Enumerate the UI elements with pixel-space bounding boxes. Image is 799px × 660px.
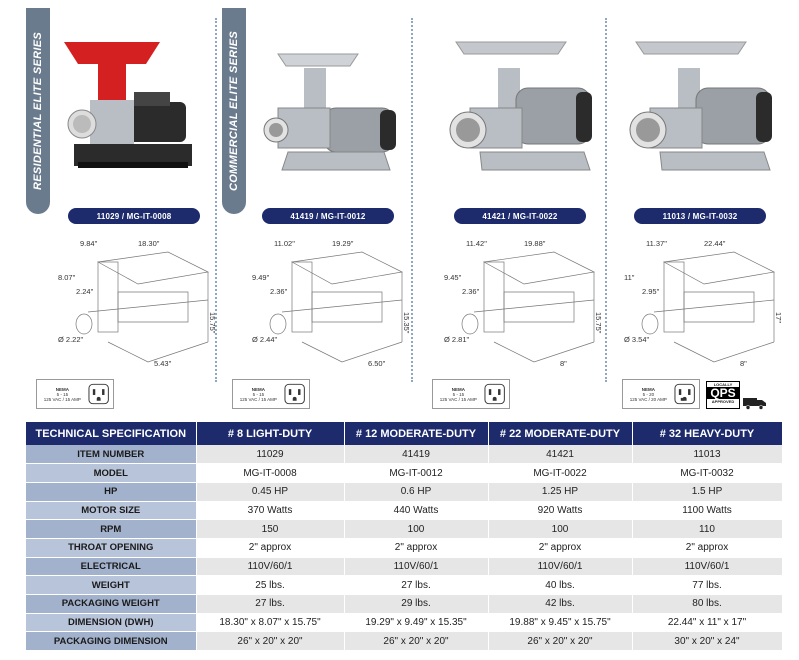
commercial-series-label: COMMERCIAL ELITE SERIES [228,30,240,192]
table-cell: 26" x 20" x 20" [488,632,632,651]
table-cell: 110V/60/1 [196,557,344,576]
column-header: # 22 MODERATE-DUTY [488,422,632,445]
badge-line2: QPS [707,387,739,399]
product-card [440,8,603,388]
product-card [54,8,217,388]
plug-nema: NEMA [251,386,265,392]
plug-nema: NEMA [55,386,69,392]
plug-type: 5 - 15 [452,391,465,397]
table-cell: MG-IT-0008 [196,464,344,483]
plug-rating: 125 VAC / 20 AMP [629,396,667,402]
dim-g: 6.50" [368,359,386,368]
table-cell: 110V/60/1 [344,557,488,576]
plug-type: 5 - 15 [56,391,69,397]
plug-nema: NEMA [641,386,655,392]
dim-c: 8.07" [58,273,76,282]
table-row [26,595,782,614]
table-row [26,482,782,501]
table-cell: 19.88" x 9.45" x 15.75" [488,613,632,632]
model-label: 41421 / MG-IT-0022 [454,208,586,224]
table-cell: 22.44" x 11" x 17" [632,613,782,632]
dim-a: 9.84" [80,239,98,248]
dim-d: 2.95" [642,287,660,296]
plug-rating: 125 VAC / 15 AMP [239,396,277,402]
model-label: 11029 / MG-IT-0008 [68,208,200,224]
table-cell: 40 lbs. [488,576,632,595]
product-photo [620,12,780,202]
table-cell: 41419 [344,445,488,464]
dim-a: 11.42" [466,239,487,248]
dim-e: 17" [774,312,783,324]
outlet-icon [674,383,695,405]
table-row [26,538,782,557]
table-header-row [26,422,782,445]
dim-f: Ø 2.44" [252,335,278,344]
dim-g: 5.43" [154,359,172,368]
table-cell: 1100 Watts [632,501,782,520]
table-cell: 1.25 HP [488,482,632,501]
truck-icon [743,396,767,410]
table-cell: 110V/60/1 [488,557,632,576]
table-row [26,445,782,464]
table-cell: MG-IT-0022 [488,464,632,483]
table-cell: 1.5 HP [632,482,782,501]
row-label: ITEM NUMBER [26,445,196,464]
dim-b: 19.88" [524,239,546,248]
table-cell: 77 lbs. [632,576,782,595]
divider [605,18,607,382]
product-photo [248,12,408,202]
dim-c: 11" [624,273,635,282]
dim-f: Ø 2.81" [444,335,470,344]
table-cell: 110V/60/1 [632,557,782,576]
table-cell: 100 [344,520,488,539]
model-label: 41419 / MG-IT-0012 [262,208,394,224]
dim-d: 2.36" [270,287,288,296]
table-cell: 920 Watts [488,501,632,520]
table-cell: 11029 [196,445,344,464]
badge-line1: LOCALLY [713,382,733,387]
row-label: PACKAGING WEIGHT [26,595,196,614]
plug-type: 5 - 15 [252,391,265,397]
table-cell: 2" approx [196,538,344,557]
table-cell: 0.45 HP [196,482,344,501]
row-label: HP [26,482,196,501]
dim-f: Ø 2.22" [58,335,84,344]
table-row [26,520,782,539]
column-header: # 32 HEAVY-DUTY [632,422,782,445]
row-label: THROAT OPENING [26,538,196,557]
product-card [248,8,411,388]
dim-a: 11.02" [274,239,295,248]
dim-c: 9.49" [252,273,270,282]
product-card [620,8,783,388]
table-row [26,613,782,632]
table-cell: 2" approx [632,538,782,557]
table-cell: 26" x 20" x 20" [196,632,344,651]
dim-f: Ø 3.54" [624,335,650,344]
plug-spec-box [36,379,114,409]
table-cell: 150 [196,520,344,539]
residential-series-label: RESIDENTIAL ELITE SERIES [32,32,44,190]
plug-spec-box [432,379,510,409]
dim-d: 2.36" [462,287,480,296]
table-cell: 370 Watts [196,501,344,520]
qps-approved-badge [706,381,740,409]
table-cell: 27 lbs. [344,576,488,595]
plug-nema: NEMA [451,386,465,392]
row-label: WEIGHT [26,576,196,595]
table-cell: 18.30" x 8.07" x 15.75" [196,613,344,632]
dim-d: 2.24" [76,287,94,296]
column-header: # 12 MODERATE-DUTY [344,422,488,445]
badge-line3: APPROVED [711,399,735,404]
table-row [26,464,782,483]
plug-spec-box [232,379,310,409]
table-cell: 42 lbs. [488,595,632,614]
dimension-diagram [252,232,412,372]
table-cell: 29 lbs. [344,595,488,614]
plug-rating: 125 VAC / 15 AMP [439,396,477,402]
dim-e: 15.75" [594,312,603,334]
model-label: 11013 / MG-IT-0032 [634,208,766,224]
dim-g: 8" [560,359,567,368]
row-label: MOTOR SIZE [26,501,196,520]
outlet-icon [88,383,109,405]
table-cell: 27 lbs. [196,595,344,614]
dim-e: 15.75" [208,312,217,334]
dimension-diagram [58,232,218,372]
table-row [26,557,782,576]
table-cell: 30" x 20" x 24" [632,632,782,651]
table-cell: MG-IT-0012 [344,464,488,483]
table-cell: 26" x 20" x 20" [344,632,488,651]
table-cell: 19.29" x 9.49" x 15.35" [344,613,488,632]
table-cell: 100 [488,520,632,539]
dim-c: 9.45" [444,273,462,282]
table-cell: 11013 [632,445,782,464]
table-cell: 110 [632,520,782,539]
dim-b: 22.44" [704,239,726,248]
outlet-icon [284,383,305,405]
table-row [26,576,782,595]
plug-rating: 125 VAC / 15 AMP [43,396,81,402]
table-cell: 0.6 HP [344,482,488,501]
table-cell: MG-IT-0032 [632,464,782,483]
table-cell: 440 Watts [344,501,488,520]
dimension-diagram [624,232,784,372]
table-cell: 2" approx [344,538,488,557]
dim-b: 18.30" [138,239,160,248]
row-label: ELECTRICAL [26,557,196,576]
commercial-series-banner [222,8,246,214]
table-cell: 25 lbs. [196,576,344,595]
technical-specification-table [26,422,783,651]
product-photo [440,12,600,202]
row-label: DIMENSION (DWH) [26,613,196,632]
plug-type: 5 - 20 [642,391,655,397]
table-cell: 80 lbs. [632,595,782,614]
table-cell: 41421 [488,445,632,464]
dim-e: 15.35" [402,312,411,334]
outlet-icon [484,383,505,405]
row-label: MODEL [26,464,196,483]
column-header: TECHNICAL SPECIFICATION [26,422,196,445]
plug-spec-box [622,379,700,409]
row-label: RPM [26,520,196,539]
dim-a: 11.37" [646,239,667,248]
column-header: # 8 LIGHT-DUTY [196,422,344,445]
dim-b: 19.29" [332,239,354,248]
dimension-diagram [444,232,604,372]
table-row [26,501,782,520]
product-photo [54,12,214,202]
table-cell: 2" approx [488,538,632,557]
row-label: PACKAGING DIMENSION [26,632,196,651]
table-row [26,632,782,651]
dim-g: 8" [740,359,747,368]
residential-series-banner [26,8,50,214]
